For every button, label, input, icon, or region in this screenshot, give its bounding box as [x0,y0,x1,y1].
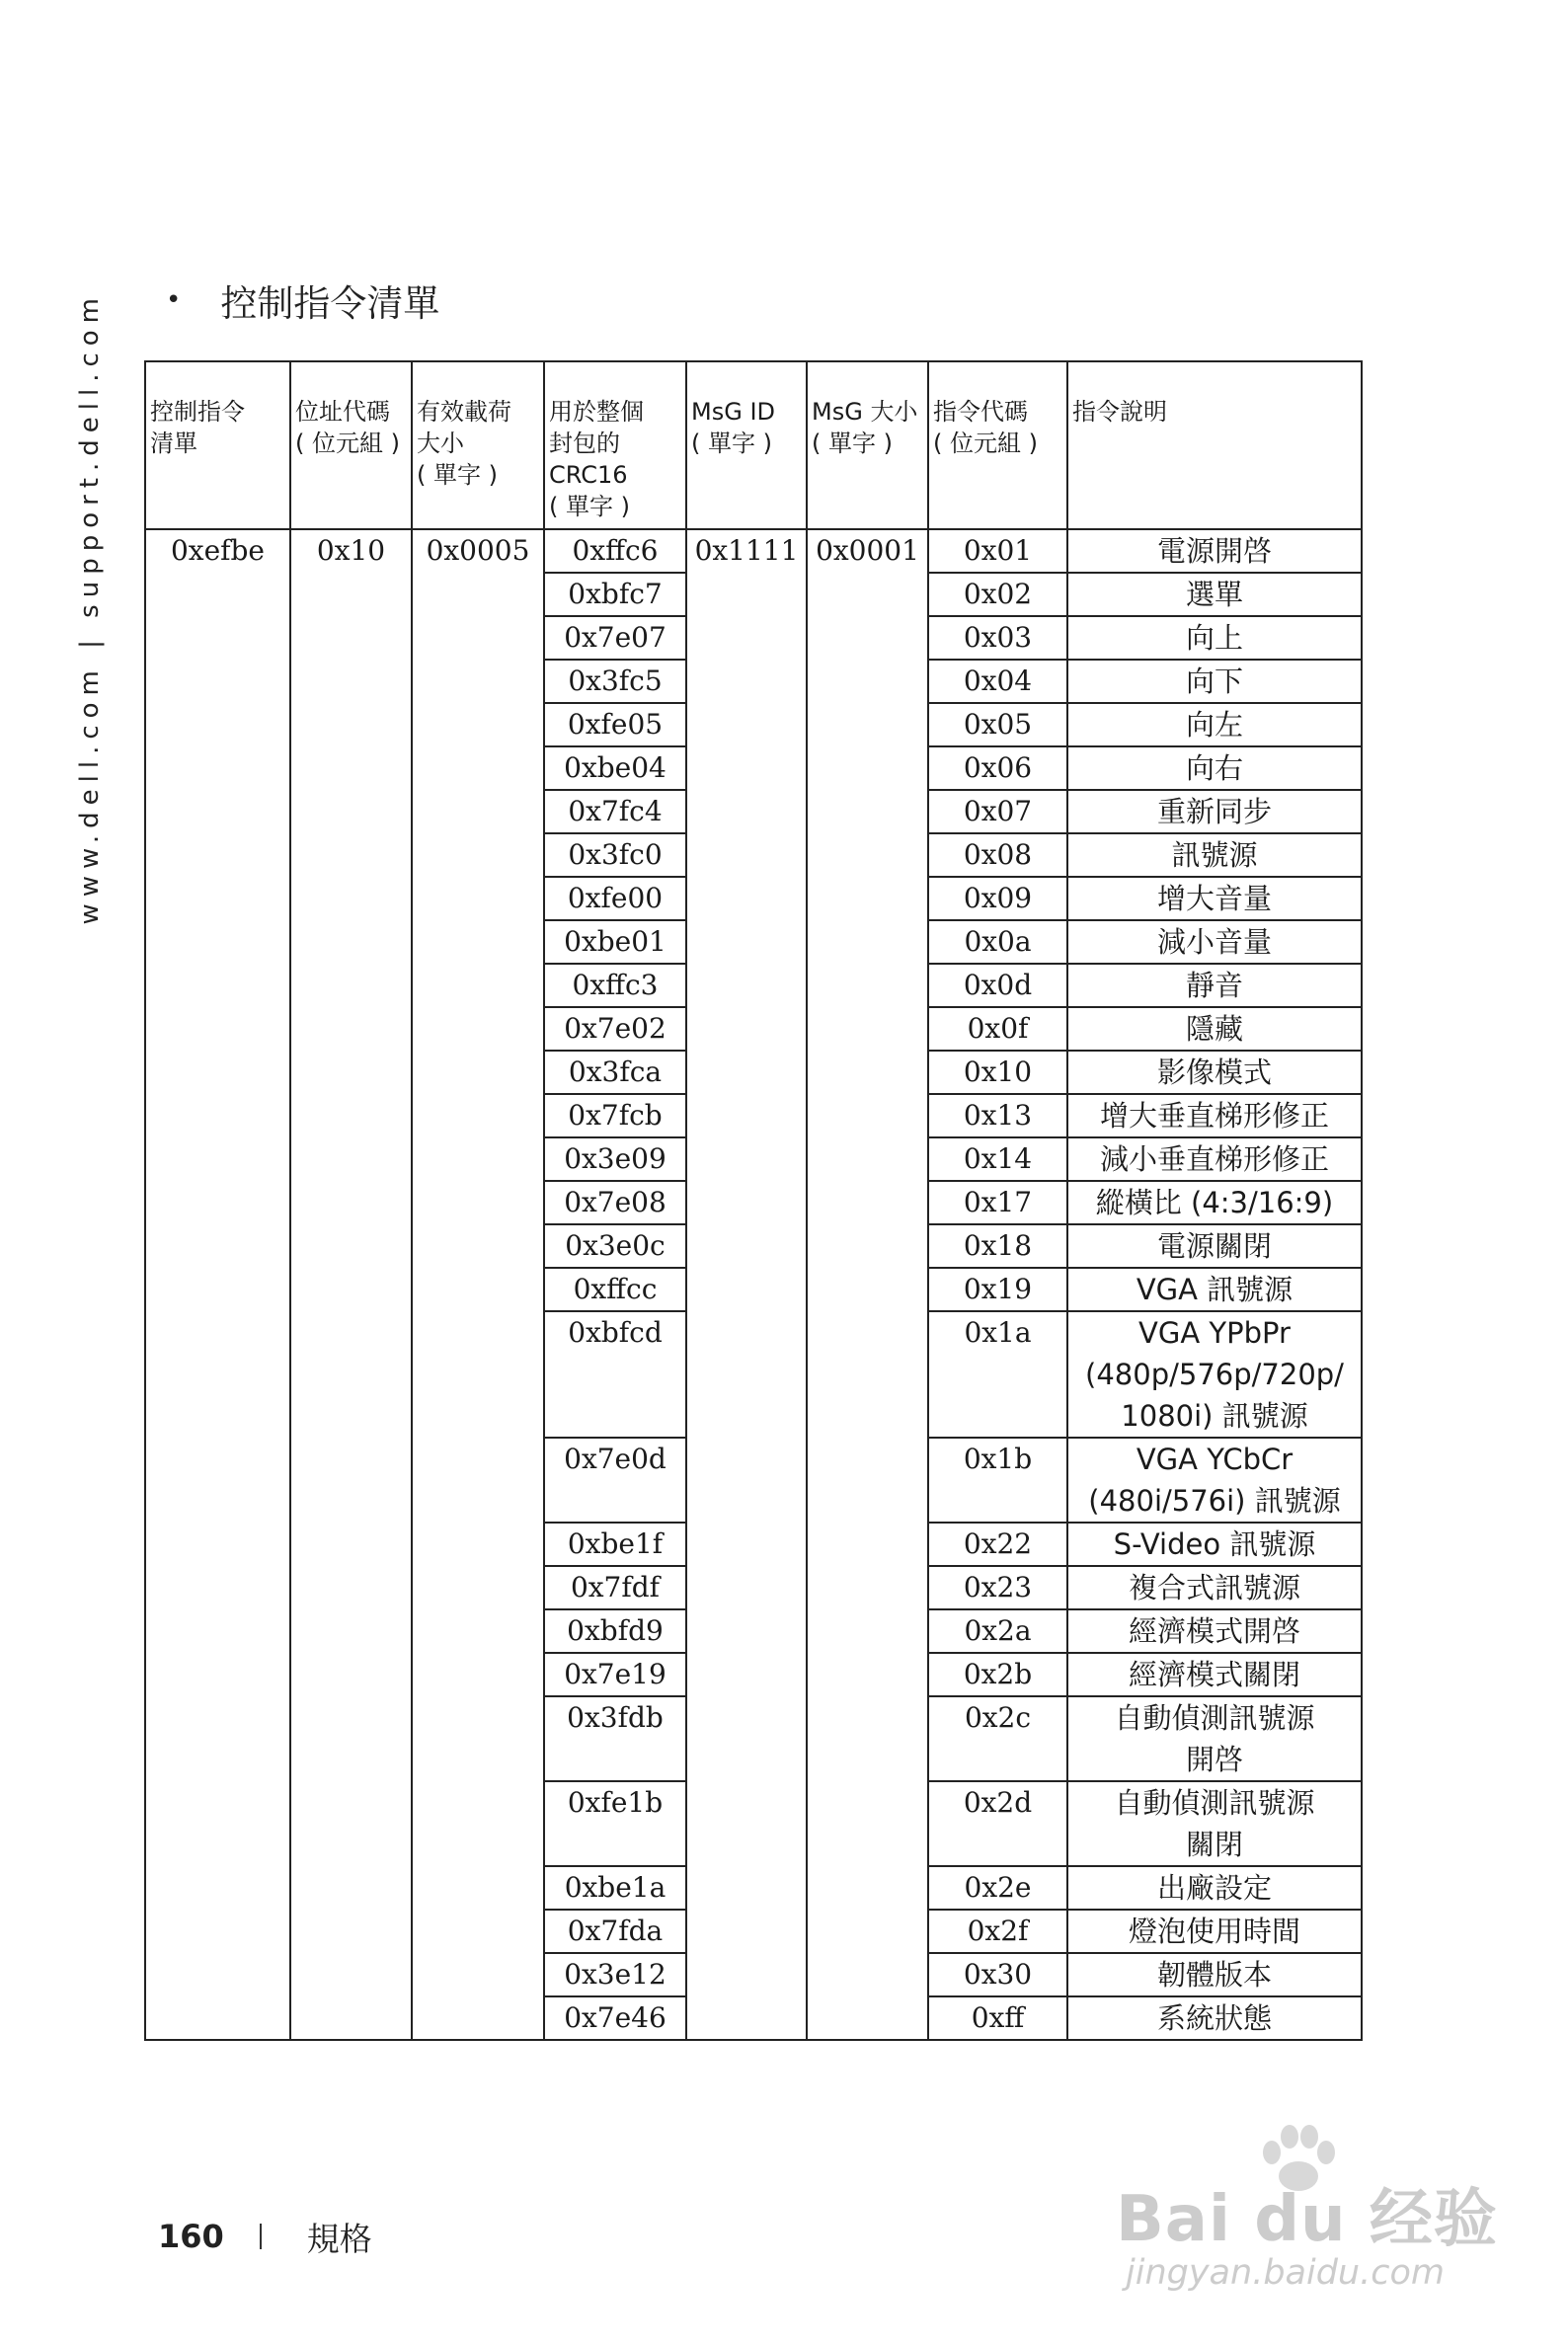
cell-command-code: 0x2c [928,1696,1067,1781]
header-command-description: 指令說明 [1067,361,1362,529]
cell-crc16: 0xbe01 [544,920,686,964]
cell-crc16: 0xffc3 [544,964,686,1007]
table-row [145,529,1362,573]
sidebar-url: www.dell.com | support.dell.com [75,291,105,925]
cell-command-code: 0x0f [928,1007,1067,1051]
cell-command-description: 韌體版本 [1067,1953,1362,1996]
cell-command-description: 向左 [1067,703,1362,746]
cell-command-description: S-Video 訊號源 [1067,1523,1362,1566]
cell-command-code: 0x22 [928,1523,1067,1566]
cell-command-code: 0x14 [928,1137,1067,1181]
cell-command-description: 經濟模式開啓 [1067,1609,1362,1653]
watermark-url: jingyan.baidu.com [1126,2253,1445,2293]
cell-command-description: 自動偵測訊號源 開啓 [1067,1696,1362,1781]
cell-crc16: 0xbe04 [544,746,686,790]
cell-command-description: VGA YPbPr (480p/576p/720p/ 1080i) 訊號源 [1067,1311,1362,1438]
cell-command-code: 0x08 [928,833,1067,877]
cell-command-description: 向右 [1067,746,1362,790]
header-command-code: 指令代碼 ( 位元組 ) [928,361,1067,529]
command-table [144,360,1363,2041]
cell-command-code: 0x04 [928,660,1067,703]
cell-crc16: 0xbfc7 [544,573,686,616]
cell-command-description: 向下 [1067,660,1362,703]
header-address-code: 位址代碼 ( 位元組 ) [290,361,412,529]
cell-command-description: 電源開啓 [1067,529,1362,573]
section-title: 控制指令清單 [220,282,440,325]
section-heading [166,274,439,326]
cell-command-description: 訊號源 [1067,833,1362,877]
cell-msg-id: 0x1111 [686,529,807,2040]
cell-command-description: 影像模式 [1067,1051,1362,1094]
page-number: 160 [158,2218,224,2255]
cell-crc16: 0xffcc [544,1268,686,1311]
cell-command-code: 0x23 [928,1566,1067,1609]
page-footer [158,2212,372,2261]
cell-command-description: 出廠設定 [1067,1866,1362,1910]
cell-crc16: 0xfe00 [544,877,686,920]
cell-command-code: 0x0d [928,964,1067,1007]
cell-crc16: 0x7fda [544,1910,686,1953]
cell-command-description: 增大垂直梯形修正 [1067,1094,1362,1137]
bullet: • [166,285,182,315]
cell-command-code: 0x1a [928,1311,1067,1438]
cell-crc16: 0xffc6 [544,529,686,573]
cell-crc16: 0x3fc0 [544,833,686,877]
cell-command-code: 0x05 [928,703,1067,746]
header-control-list: 控制指令 清單 [145,361,290,529]
cell-command-description: 增大音量 [1067,877,1362,920]
cell-control-list: 0xefbe [145,529,290,2040]
header-payload-size: 有效載荷 大小 ( 單字 ) [412,361,544,529]
cell-command-description: 系統狀態 [1067,1996,1362,2040]
cell-crc16: 0x7fdf [544,1566,686,1609]
cell-command-description: 複合式訊號源 [1067,1566,1362,1609]
cell-crc16: 0xfe1b [544,1781,686,1866]
cell-command-code: 0x09 [928,877,1067,920]
cell-command-code: 0x2b [928,1653,1067,1696]
cell-command-code: 0x2f [928,1910,1067,1953]
cell-command-code: 0x03 [928,616,1067,660]
cell-command-code: 0x0a [928,920,1067,964]
cell-command-description: 減小音量 [1067,920,1362,964]
cell-command-code: 0x07 [928,790,1067,833]
cell-command-code: 0x2e [928,1866,1067,1910]
cell-command-description: 重新同步 [1067,790,1362,833]
cell-command-code: 0x2d [928,1781,1067,1866]
cell-command-code: 0x10 [928,1051,1067,1094]
cell-command-code: 0x18 [928,1224,1067,1268]
table-header-row [145,361,1362,529]
cell-command-description: 隱藏 [1067,1007,1362,1051]
watermark-brand: Bai du 经验 [1116,2183,1498,2256]
cell-crc16: 0xbfd9 [544,1609,686,1653]
cell-command-code: 0x1b [928,1438,1067,1523]
baidu-watermark [1116,2121,1511,2308]
cell-crc16: 0x7e08 [544,1181,686,1224]
cell-command-code: 0x30 [928,1953,1067,1996]
cell-command-description: 燈泡使用時間 [1067,1910,1362,1953]
cell-command-code: 0x19 [928,1268,1067,1311]
footer-divider [260,2224,262,2249]
cell-command-description: 向上 [1067,616,1362,660]
cell-crc16: 0x3fca [544,1051,686,1094]
cell-crc16: 0x7e07 [544,616,686,660]
cell-command-description: VGA 訊號源 [1067,1268,1362,1311]
cell-crc16: 0x3e09 [544,1137,686,1181]
cell-command-code: 0x13 [928,1094,1067,1137]
cell-command-code: 0x17 [928,1181,1067,1224]
cell-command-description: 電源關閉 [1067,1224,1362,1268]
cell-crc16: 0x7e46 [544,1996,686,2040]
cell-crc16: 0xfe05 [544,703,686,746]
cell-command-description: 經濟模式關閉 [1067,1653,1362,1696]
cell-crc16: 0xbfcd [544,1311,686,1438]
cell-crc16: 0xbe1a [544,1866,686,1910]
cell-command-description: 自動偵測訊號源 關閉 [1067,1781,1362,1866]
header-msg-id: MsG ID ( 單字 ) [686,361,807,529]
cell-command-code: 0xff [928,1996,1067,2040]
cell-crc16: 0x7fcb [544,1094,686,1137]
cell-command-code: 0x06 [928,746,1067,790]
cell-crc16: 0x3fc5 [544,660,686,703]
cell-crc16: 0x3e12 [544,1953,686,1996]
cell-command-description: 靜音 [1067,964,1362,1007]
header-msg-size: MsG 大小 ( 單字 ) [807,361,928,529]
cell-crc16: 0xbe1f [544,1523,686,1566]
cell-command-code: 0x01 [928,529,1067,573]
cell-crc16: 0x7e0d [544,1438,686,1523]
cell-command-description: VGA YCbCr (480i/576i) 訊號源 [1067,1438,1362,1523]
footer-section-name: 規格 [306,2219,372,2258]
cell-crc16: 0x7e19 [544,1653,686,1696]
cell-crc16: 0x3fdb [544,1696,686,1781]
cell-command-description: 選單 [1067,573,1362,616]
cell-command-code: 0x2a [928,1609,1067,1653]
cell-crc16: 0x7fc4 [544,790,686,833]
cell-crc16: 0x3e0c [544,1224,686,1268]
cell-command-description: 減小垂直梯形修正 [1067,1137,1362,1181]
cell-address-code: 0x10 [290,529,412,2040]
cell-command-description: 縱橫比 (4:3/16:9) [1067,1181,1362,1224]
cell-msg-size: 0x0001 [807,529,928,2040]
cell-payload-size: 0x0005 [412,529,544,2040]
cell-crc16: 0x7e02 [544,1007,686,1051]
header-crc16: 用於整個 封包的 CRC16 ( 單字 ) [544,361,686,529]
cell-command-code: 0x02 [928,573,1067,616]
table-body [145,529,1362,2040]
